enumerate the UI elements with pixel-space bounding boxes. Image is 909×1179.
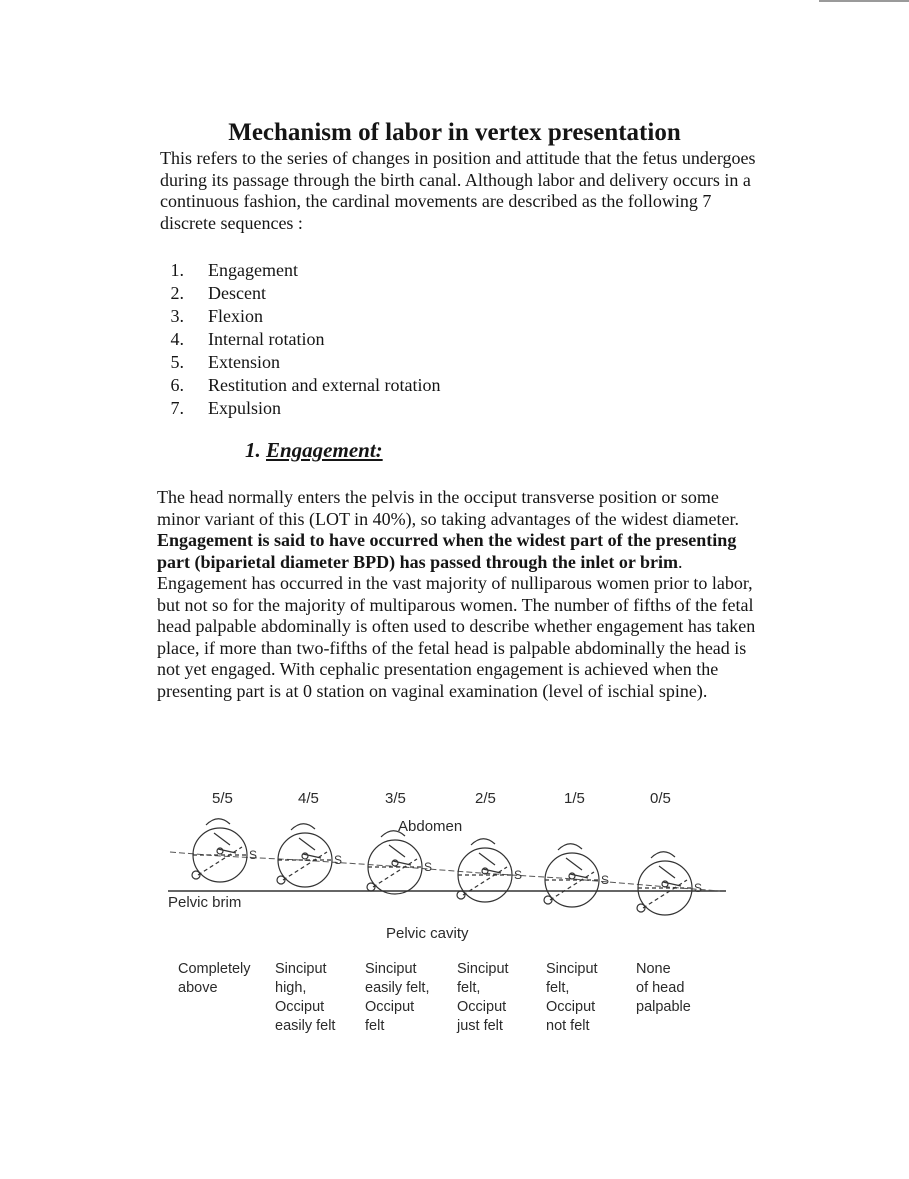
list-item-label: Internal rotation (208, 329, 325, 349)
sinciput-mark: S (334, 853, 343, 867)
list-item (160, 259, 660, 282)
section-title: Engagement: (266, 438, 383, 462)
fetal-head-1-5 (544, 844, 609, 907)
list-item-label: Expulsion (208, 398, 282, 418)
fifths-description: None of head palpable (636, 961, 691, 1015)
fifths-label: 1/5 (564, 790, 585, 807)
list-item-number: 5. (170, 352, 184, 372)
list-item-label: Flexion (208, 306, 264, 326)
pelvic-cavity-label: Pelvic cavity (386, 925, 469, 942)
engagement-paragraph (157, 487, 757, 702)
sinciput-mark: S (514, 868, 523, 882)
engagement-fifths-diagram (160, 780, 740, 955)
paragraph-text-start: The head normally enters the pelvis in the occiput transverse position or some minor variant of this (LOT in 40%), so taking advantages of the widest diameter. (157, 487, 740, 529)
cardinal-movements-list (160, 259, 660, 420)
page-title: Mechanism of labor in vertex presentation (228, 119, 681, 146)
list-item (160, 374, 660, 397)
list-item (160, 305, 660, 328)
list-item-number: 4. (170, 329, 184, 349)
list-item-number: 6. (170, 375, 184, 395)
list-item-number: 2. (170, 283, 184, 303)
intro-paragraph: This refers to the series of changes in position and attitude that the fetus undergoes during its passage through the birth canal. Although labor and delivery occurs in a continuous fashion, the cardinal movements are described as the following 7 discrete sequences : (160, 148, 756, 233)
pelvic-brim-label: Pelvic brim (168, 894, 242, 911)
fifths-label: 2/5 (475, 790, 496, 807)
list-item-number: 7. (170, 398, 184, 418)
fetal-head-4-5 (277, 824, 342, 887)
fifths-label: 3/5 (385, 790, 406, 807)
list-item-number: 3. (170, 306, 184, 326)
scan-edge-line (819, 0, 909, 2)
fifths-description: Sinciput felt, Occiput not felt (546, 961, 598, 1034)
fifths-description: Sinciput easily felt, Occiput felt (365, 961, 430, 1034)
fifths-label: 4/5 (298, 790, 319, 807)
sinciput-mark: S (424, 860, 433, 874)
fetal-head-3-5 (367, 831, 432, 894)
sinciput-mark: S (601, 873, 610, 887)
list-item (160, 282, 660, 305)
list-item-label: Descent (208, 283, 266, 303)
section-number: 1. (245, 438, 261, 462)
list-item-label: Extension (208, 352, 280, 372)
list-item (160, 397, 660, 420)
list-item (160, 351, 660, 374)
list-item-number: 1. (170, 260, 184, 280)
fifths-description: Completely above (178, 961, 251, 996)
fifths-label: 5/5 (212, 790, 233, 807)
fetal-head-5-5 (192, 819, 257, 882)
fetal-head-0-5 (637, 852, 702, 915)
fifths-description: Sinciput felt, Occiput just felt (457, 961, 509, 1034)
abdomen-label: Abdomen (398, 818, 463, 835)
sinciput-mark: S (249, 848, 258, 862)
fifths-description: Sinciput high, Occiput easily felt (275, 961, 336, 1034)
list-item-label: Restitution and external rotation (208, 375, 441, 395)
list-item-label: Engagement (208, 260, 298, 280)
fifths-label: 0/5 (650, 790, 671, 807)
section-heading-engagement (245, 438, 383, 463)
paragraph-bold-definition: Engagement is said to have occurred when the widest part of the presenting part (biparietal diameter BPD) has passed through the inlet or brim (157, 530, 737, 572)
sinciput-mark: S (694, 881, 703, 895)
list-item (160, 328, 660, 351)
paragraph-text-end: . Engagement has occurred in the vast majority of nulliparous women prior to labor, but not so for the majority of multiparous women. The number of fifths of the fetal head palpable abdominally is often used to describe whether engagement has taken place, if more than two-fifths of the fetal head is palpable abdominally the head is not yet engaged. With cephalic presentation engagement is achieved when the presenting part is at 0 station on vaginal examination (level of ischial spine). (157, 551, 756, 701)
fetal-head-2-5 (457, 839, 522, 902)
